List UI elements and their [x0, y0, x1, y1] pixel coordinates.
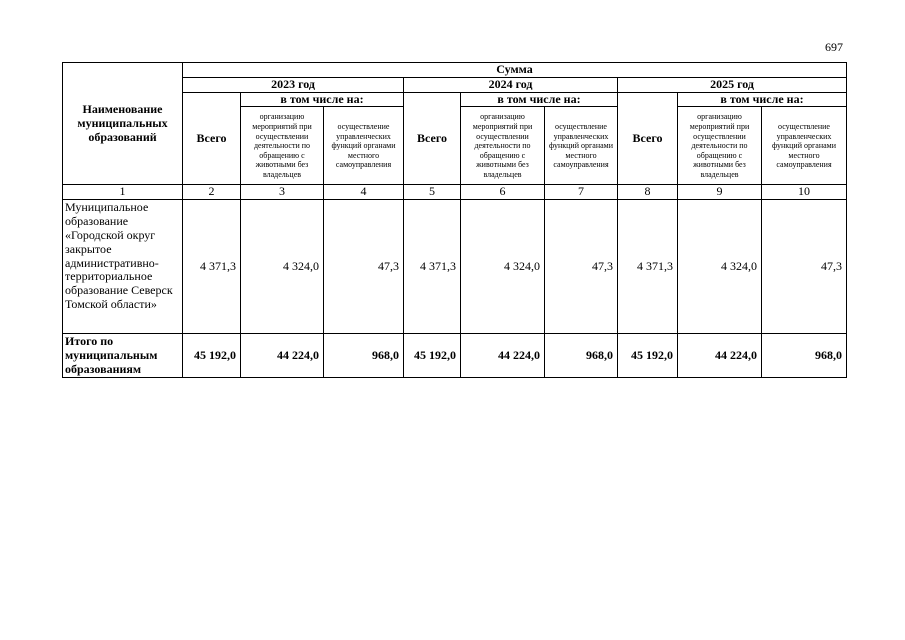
total-2024-header: Всего: [404, 92, 461, 185]
value-cell: 4 324,0: [241, 200, 324, 334]
total-value-cell: 968,0: [762, 334, 847, 378]
year-2025-header: 2025 год: [618, 77, 847, 92]
total-value-cell: 45 192,0: [404, 334, 461, 378]
column-number: 3: [241, 185, 324, 200]
value-cell: 47,3: [762, 200, 847, 334]
total-row: [63, 334, 847, 378]
municipality-name-header: Наименование муниципальных образований: [63, 63, 183, 185]
total-row-label: Итого по муниципальным образованиям: [63, 334, 183, 378]
including-2024-header: в том числе на:: [461, 92, 618, 107]
column-number: 2: [183, 185, 241, 200]
animals-2023-header: организацию мероприятий при осуществлении деятельности по обращению с животными без владельцев: [241, 107, 324, 185]
value-cell: 4 371,3: [618, 200, 678, 334]
column-number: 7: [545, 185, 618, 200]
total-value-cell: 968,0: [545, 334, 618, 378]
value-cell: 47,3: [545, 200, 618, 334]
total-value-cell: 44 224,0: [678, 334, 762, 378]
management-2025-header: осуществление управленческих функций органами местного самоуправления: [762, 107, 847, 185]
total-2025-header: Всего: [618, 92, 678, 185]
subsidy-table: [62, 62, 847, 378]
column-number: 6: [461, 185, 545, 200]
value-cell: 4 324,0: [461, 200, 545, 334]
year-2023-header: 2023 год: [183, 77, 404, 92]
value-cell: 47,3: [324, 200, 404, 334]
page-number: 697: [825, 40, 843, 54]
total-value-cell: 44 224,0: [241, 334, 324, 378]
year-2024-header: 2024 год: [404, 77, 618, 92]
column-number: 8: [618, 185, 678, 200]
column-number: 10: [762, 185, 847, 200]
including-2025-header: в том числе на:: [678, 92, 847, 107]
column-number: 4: [324, 185, 404, 200]
total-value-cell: 45 192,0: [183, 334, 241, 378]
animals-2024-header: организацию мероприятий при осуществлении деятельности по обращению с животными без владельцев: [461, 107, 545, 185]
animals-2025-header: организацию мероприятий при осуществлении деятельности по обращению с животными без владельцев: [678, 107, 762, 185]
total-2023-header: Всего: [183, 92, 241, 185]
total-value-cell: 968,0: [324, 334, 404, 378]
value-cell: 4 324,0: [678, 200, 762, 334]
value-cell: 4 371,3: [404, 200, 461, 334]
value-cell: 4 371,3: [183, 200, 241, 334]
table-row: [63, 200, 847, 334]
municipality-name: Муниципальное образование «Городской округ закрытое административно-территориальное образование Северск Томской области»: [63, 200, 183, 334]
column-number: 1: [63, 185, 183, 200]
total-value-cell: 45 192,0: [618, 334, 678, 378]
sum-header: Сумма: [183, 63, 847, 78]
management-2023-header: осуществление управленческих функций органами местного самоуправления: [324, 107, 404, 185]
including-2023-header: в том числе на:: [241, 92, 404, 107]
column-number: 5: [404, 185, 461, 200]
total-value-cell: 44 224,0: [461, 334, 545, 378]
management-2024-header: осуществление управленческих функций органами местного самоуправления: [545, 107, 618, 185]
column-number: 9: [678, 185, 762, 200]
